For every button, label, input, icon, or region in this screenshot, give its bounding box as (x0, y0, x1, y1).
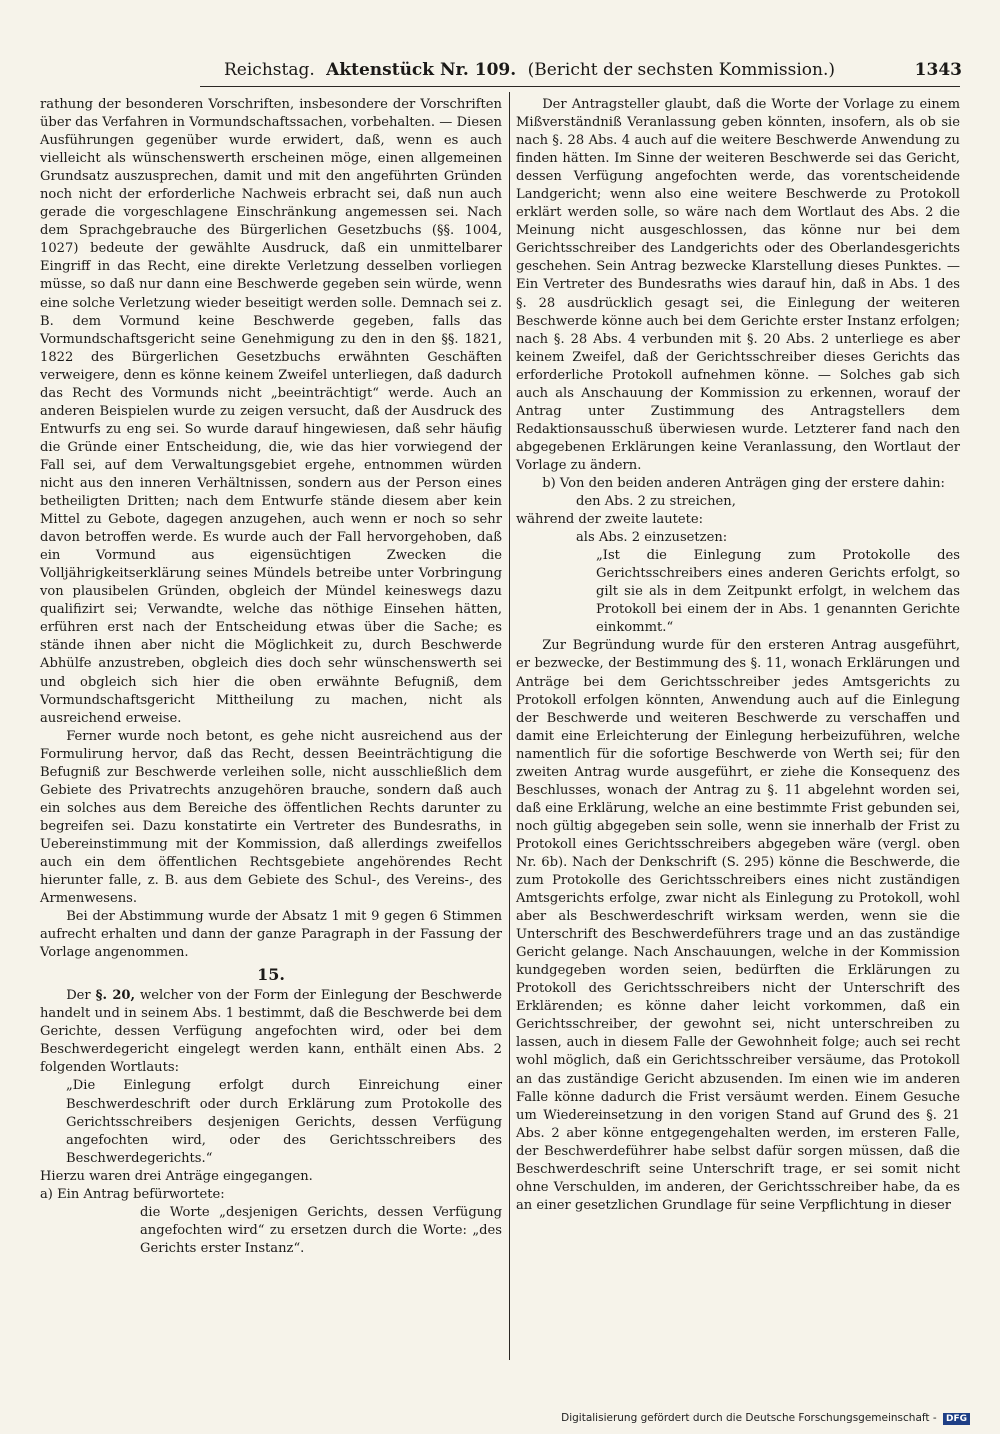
footer-text: Digitalisierung gefördert durch die Deutsche Forschungsgemeinschaft - (561, 1412, 937, 1424)
motion-b-option-2: als Abs. 2 einzusetzen: (576, 530, 728, 546)
header-title (224, 58, 841, 82)
dfg-logo: DFG (943, 1413, 970, 1425)
right-paragraph-1: Der Antragsteller glaubt, daß die Worte der Vorlage zu einem Mißverständniß Veranlassung geben könnten, insofern, als ob sie nach §. 28 Abs. 4 auch auf die weitere Beschwerde Anwendung zu finden hätten. Im Sinne der weiteren Beschwerde sei das Gericht, dessen Verfügung angefochten werde, das vorentscheidende Landgericht; wenn also eine weitere Beschwerde zu Protokoll erklärt werden solle, so wäre nach dem Wortlaut des Abs. 2 die Meinung nicht ausgeschlossen, das könne nur bei dem Gerichtsschreiber des Landgerichts oder des Oberlandesgerichts geschehen. Sein Antrag bezwecke Klarstellung dieses Punktes. — Ein Vertreter des Bundesraths wies darauf hin, daß in Abs. 1 des §. 28 ausdrücklich gesagt sei, die Einlegung der weiteren Beschwerde könne auch bei dem Gerichte erster Instanz erfolgen; nach §. 28 Abs. 4 verbunden mit §. 20 Abs. 2 unterliege es aber keinem Zweifel, daß der Gerichtsschreiber dieses Gerichts das erforderliche Protokoll aufnehmen könne. — Solches gab sich auch als Anschauung der Kommission zu erkennen, worauf der Antrag unter Zustimmung des Antragstellers dem Redaktionsausschuß überwiesen wurde. Letzterer fand nach den abgegebenen Erklärungen keine Veranlassung, den Wortlaut der Vorlage zu ändern. (516, 97, 960, 473)
header-reichstag: Reichstag. (224, 60, 315, 80)
para-reference: §. 20, (95, 988, 136, 1004)
page-number: 1343 (914, 60, 962, 80)
left-paragraph-2: Ferner wurde noch betont, es gehe nicht ausreichend aus der Formulirung hervor, daß das Recht, dessen Beeinträchtigung die Befugniß zur Beschwerde verleihen solle, nicht ausschließlich dem Gebiete des Privatrechts anzugehören brauche, sondern daß auch ein solches aus dem Bereiche des öffentlichen Rechts darunter zu begreifen sei. Dazu konstatirte ein Vertreter des Bundesraths, in Uebereinstimmung mit der Kommission, daß allerdings zweifellos auch ein dem öffentlichen Rechtsgebiete angehörendes Recht hierunter falle, z. B. aus dem Gebiete des Schul-, des Vereins-, des Armenwesens. (40, 728, 502, 907)
digitization-footer (561, 1412, 970, 1425)
motion-a-text: die Worte „desjenigen Gerichts, dessen Verfügung angefochten wird“ zu ersetzen durch die Worte: „des Gerichts erster Instanz“. (140, 1204, 502, 1256)
left-paragraph-1: rathung der besonderen Vorschriften, insbesondere der Vorschriften über das Verfahren in Vormundschaftssachen, vorbehalten. — Diesen Ausführungen gegenüber wurde erwidert, daß, wenn es auch vielleicht als wünschenswerth erscheinen möge, einen allgemeinen Grundsatz auszusprechen, damit und mit den angeführten Gründen noch nicht der erforderliche Nachweis erbracht sei, daß nun auch gerade die vorgeschlagene Einschränkung angemessen sei. Nach dem Sprachgebrauche des Bürgerlichen Gesetzbuchs (§§. 1004, 1027) bedeute der gewählte Ausdruck, daß ein unmittelbarer Eingriff in das Recht, eine direkte Verletzung desselben vorliegen müsse, so daß nur dann eine Beschwerde gegeben sein würde, wenn eine solche Verletzung wieder beseitigt werden solle. Demnach sei z. B. dem Vormund keine Beschwerde gegeben, falls das Vormundschaftsgericht seine Genehmigung zu den in den §§. 1821, 1822 des Bürgerlichen Gesetzbuchs erwähnten Geschäften verweigere, denn es könne keinem Zweifel unterliegen, daß dadurch das Recht des Vormunds nicht „beeinträchtigt“ werde. Auch an anderen Beispielen wurde zu zeigen versucht, daß der Ausdruck des Entwurfs zu eng sei. So wurde darauf hingewiesen, daß sehr häufig die Gründe einer Entscheidung, die, wie das hier vorwiegend der Fall sei, auf dem Verwaltungsgebiet ergehe, entnommen würden nicht aus den inneren Verhältnissen, sondern aus der Person eines betheiligten Dritten; nach dem Entwurfe stände diesem aber kein Mittel zu Gebote, dagegen anzugehen, auch wenn er noch so sehr davon betroffen werde. Es wurde auch der Fall hervorgehoben, daß ein Vormund aus eigensüchtigen Zwecken die Volljährigkeitserklärung seines Mündels betreibe unter Vorbringung von plausibelen Gründen, obgleich der Mündel keineswegs dazu qualifizirt sei; Verwandte, welche das nöthige Einsehen hätten, erführen erst nach der Entscheidung etwas über die Sache; es stände ihnen aber nicht die Möglichkeit zu, durch Beschwerde Abhülfe anzustreben, obgleich dies doch sehr wünschenswerth sei und obgleich sich hier die oben erwähnte Befugniß, dem Vormundschaftsgericht Mittheilung zu machen, nicht als ausreichend erweise. (40, 97, 502, 726)
left-paragraph-3: Bei der Abstimmung wurde der Absatz 1 mit 9 gegen 6 Stimmen aufrecht erhalten und dann der ganze Paragraph in der Fassung der Vorlage angenommen. (40, 909, 502, 961)
motion-b-label: b) Von den beiden anderen Anträgen ging der erstere dahin: (542, 475, 945, 491)
left-paragraph-5: Hierzu waren drei Anträge eingegangen. (40, 1168, 313, 1184)
running-header (224, 58, 962, 82)
header-bericht: (Bericht der sechsten Kommission.) (527, 60, 835, 80)
header-rule (200, 86, 960, 87)
para-rest: welcher von der Form der Einlegung der Beschwerde handelt und in seinem Abs. 1 bestimmt, daß die Beschwerde bei dem Gerichte, dessen Verfügung angefochten wird, oder bei dem Beschwerdegericht eingelegt werden kann, enthält einen Abs. 2 folgenden Wortlauts: (40, 988, 502, 1076)
column-divider (509, 92, 510, 1360)
motion-a-label: a) Ein Antrag befürwortete: (40, 1186, 225, 1202)
quote-paragraph-2: „Die Einlegung erfolgt durch Einreichung einer Beschwerdeschrift oder durch Erklärung zum Protokolle des Gerichtsschreibers desjenigen Gerichts, dessen Verfügung angefochten wird, oder des Gerichtsschreibers des Beschwerdegerichts.“ (66, 1078, 502, 1166)
para-der: Der (66, 988, 91, 1004)
left-paragraph-4 (40, 987, 502, 1077)
right-column (516, 96, 960, 1215)
right-paragraph-2: Zur Begründung wurde für den ersteren Antrag ausgeführt, er bezwecke, der Bestimmung des §. 11, wonach Erklärungen und Anträge bei dem Gerichtsschreiber jedes Amtsgerichts zu Protokoll erfolgen könnten, Anwendung auch auf die Einlegung der Beschwerde und weiteren Beschwerde zu verschaffen und damit eine Erleichterung der Einlegung herbeizuführen, welche namentlich für die sofortige Beschwerde von Werth sei; für den zweiten Antrag wurde ausgeführt, er ziehe die Konsequenz des Beschlusses, wonach der Antrag zu §. 11 abgelehnt worden sei, daß eine Erklärung, welche an eine bestimmte Frist gebunden sei, noch gültig abgegeben sein solle, wenn sie innerhalb der Frist zu Protokoll eines Gerichtsschreibers abgegeben wäre (vergl. oben Nr. 6b). Nach der Denkschrift (S. 295) könne die Beschwerde, die zum Protokolle des Gerichtsschreibers eines nicht zuständigen Amtsgerichts erfolge, zwar nicht als Einlegung zu Protokoll, wohl aber als Beschwerdeschrift wirksam werden, wenn sie die Unterschrift des Beschwerdeführers trage und an das zuständige Gericht gelange. Nach Anschauungen, welche in der Kommission kundgegeben worden seien, bedürften die Erklärungen zu Protokoll des Gerichtsschreibers nicht der Unterschrift des Erklärenden; es könne daher leicht vorkommen, daß ein Gerichtsschreiber, der gewohnt sei, nicht unterschreiben zu lassen, auch in diesem Falle der Gewohnheit folge; auch sei recht wohl möglich, daß ein Gerichtsschreiber versäume, das Protokoll an das zuständige Gericht abzusenden. Im einen wie im anderen Falle könne dadurch die Frist versäumt werden. Einem Gesuche um Wiedereinsetzung in den vorigen Stand auf Grund des §. 21 Abs. 2 aber könne entgegengehalten werden, im ersteren Falle, der Beschwerdeführer habe selbst dafür sorgen müssen, daß die Beschwerdeschrift seine Unterschrift trage, er sei somit nicht ohne Verschulden, im anderen, der Gerichtsschreiber habe, da es an einer gesetzlichen Grundlage für seine Verpflichtung in dieser (516, 638, 960, 1213)
header-aktenstueck: Aktenstück Nr. 109. (326, 60, 517, 80)
motion-b-option-1: den Abs. 2 zu streichen, (576, 494, 736, 510)
left-column (40, 96, 502, 1258)
motion-b-while: während der zweite lautete: (516, 512, 704, 528)
motion-b-quote: „Ist die Einlegung zum Protokolle des Gerichtsschreibers eines anderen Gerichts erfolgt, so gilt sie als in dem Zeitpunkt erfolgt, in welchem das Protokoll bei einem der in Abs. 1 genannten Gerichte einkommt.“ (596, 548, 960, 636)
section-heading: 15. (257, 965, 285, 985)
